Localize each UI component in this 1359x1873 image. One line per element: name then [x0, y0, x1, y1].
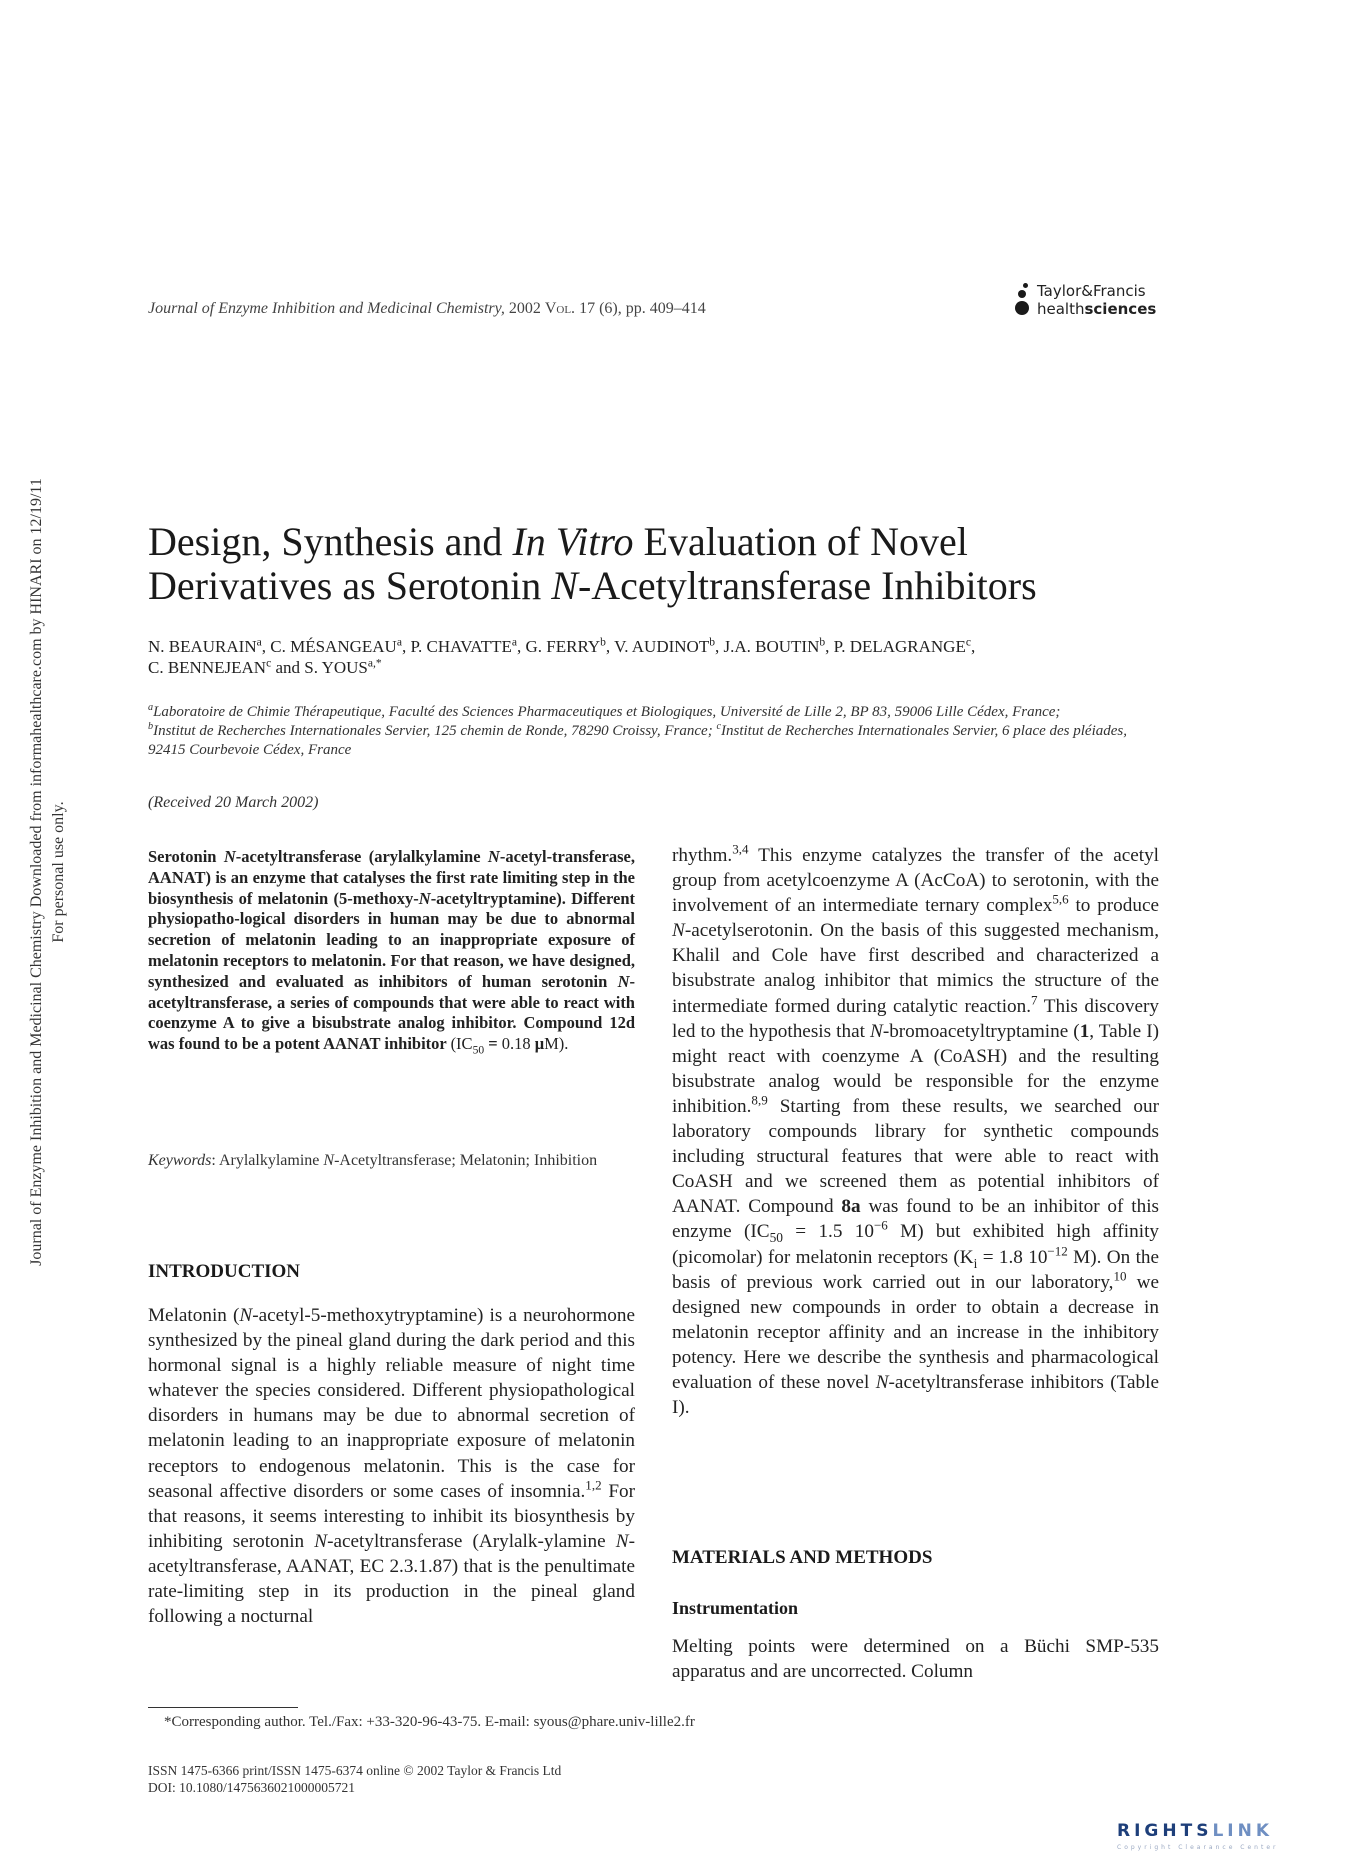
abstract-italic: N: [223, 847, 236, 866]
title-text: Evaluation of Novel: [633, 519, 968, 564]
journal-year: 2002: [508, 300, 541, 317]
rightslink-logo[interactable]: [1117, 1821, 1277, 1861]
logo-health: health: [1037, 300, 1085, 318]
author-separator: ,: [401, 637, 411, 656]
author-affil-mark: c: [266, 656, 272, 670]
affil-mark: c: [716, 721, 721, 732]
title-line2: [148, 564, 1168, 608]
body-text: we designed new compounds in order to obtain a decrease in melatonin receptor affinity and an increase in the inhibitory potency. Here we describe the synthesis and pharmacological evaluation of these novel: [672, 1271, 1160, 1393]
intro-heading: INTRODUCTION: [148, 1261, 301, 1282]
intro-text: -acetyltransferase, AANAT, EC 2.3.1.87) that is the penultimate rate-limiting step in its production in the pineal gland following a nocturnal: [148, 1530, 635, 1628]
abstract-italic: N: [418, 888, 431, 908]
intro-text: -acetyl-5-methoxytryptamine) is a neurohormone synthesized by the pineal gland during the dark period and this hormonal signal is a highly reliable measure of night time whatever the species considered. Different physiopathological disorders in humans may be due to abnormal secretion of melatonin leading to an inappropriate exposure of melatonin receptors to endogenous melatonin. This is the case for seasonal affective disorders or some cases of insomnia.: [148, 1305, 635, 1502]
logo-text-line2: [1037, 300, 1156, 318]
journal-vol-pages: 17 (6), pp. 409–414: [579, 300, 706, 317]
author-name: J.A. BOUTIN: [723, 637, 820, 656]
affiliations: [148, 703, 1168, 760]
abstract-text: -acetyl-transferase, AANAT) is an enzyme that catalyses the first rate limiting step in the biosynthesis of melatonin (5-methoxy-: [148, 847, 635, 908]
title-text: -Acetyltransferase Inhibitors: [577, 563, 1037, 608]
compound-number: 8a: [841, 1196, 861, 1218]
body-text: , Table I) might react with coenzyme A (CoASH) and the resulting bisubstrate analog would be responsible for the enzyme inhibition.: [672, 1020, 1159, 1117]
author-affil-mark: a: [256, 635, 262, 649]
rightslink-rights: RIGHTS: [1117, 1821, 1213, 1841]
methods-heading: MATERIALS AND METHODS: [672, 1547, 933, 1568]
body-text: M). On the basis of previous work carried out in our laboratory,: [672, 1246, 1160, 1293]
body-text: -acetyltransferase inhibitors (Table I).: [672, 1371, 1160, 1419]
affil-mark: b: [148, 721, 154, 732]
abstract: [148, 847, 635, 1055]
abstract-text: Serotonin: [148, 847, 224, 866]
instrumentation-subheading: Instrumentation: [672, 1598, 799, 1618]
ref: 7: [1031, 992, 1038, 1008]
body-text: rhythm.: [672, 845, 733, 866]
logo-text-line1: Taylor&Francis: [1037, 282, 1146, 300]
rightslink-link: LINK: [1212, 1821, 1273, 1841]
publisher-logo: [1015, 281, 1165, 321]
body-text: = 1.5 10: [783, 1221, 874, 1243]
ref: 8,9: [751, 1092, 768, 1108]
author-affil-mark: b: [600, 635, 606, 649]
body-text: -bromoacetyltryptamine (: [882, 1020, 1080, 1042]
keywords: [148, 1151, 635, 1171]
author-affil-mark: b: [709, 635, 715, 649]
keywords-italic: N: [323, 1152, 335, 1169]
rightslink-tagline: Copyright Clearance Center: [1117, 1844, 1279, 1851]
abstract-text: -acetyltransferase, a series of compounds that were able to react with coenzyme A to give a bisubstrate analog inhibitor. Compound 12d was found to be a potent AANAT inhibitor: [148, 971, 635, 1054]
abstract-equals: =: [484, 1034, 502, 1054]
body-text: was found to be an inhibitor of this enzyme (IC: [672, 1196, 1159, 1243]
right-column-paragraph: [672, 843, 1159, 1420]
body-text: to produce: [1068, 895, 1159, 917]
author-separator: and: [271, 658, 305, 677]
title-line1: [148, 520, 1168, 564]
abstract-text: -acetyltransferase (arylalkylamine: [235, 847, 488, 866]
intro-ref: 1,2: [585, 1477, 602, 1493]
author-name: C. BENNEJEAN: [148, 658, 267, 677]
author-affil-mark: a: [511, 635, 517, 649]
compound-number: 1: [1079, 1020, 1090, 1042]
author-separator: ,: [714, 637, 724, 656]
journal-vol-label: Vol.: [544, 300, 576, 317]
journal-name: Journal of Enzyme Inhibition and Medicinal Chemistry,: [148, 300, 505, 317]
ref: 10: [1113, 1268, 1127, 1284]
intro-text: -acetyltransferase (Arylalk-ylamine: [327, 1530, 616, 1552]
issn-line: ISSN 1475-6366 print/ISSN 1475-6374 online © 2002 Taylor & Francis Ltd: [148, 1763, 562, 1778]
title-italic: In Vitro: [512, 519, 634, 564]
author-affil-mark: c: [965, 635, 971, 649]
author-separator: ,: [605, 637, 615, 656]
footnote-divider: [148, 1707, 298, 1708]
author-name: C. MÉSANGEAU: [270, 637, 397, 656]
abstract-italic: N: [487, 847, 500, 866]
author-separator: ,: [261, 637, 271, 656]
title-italic: N: [551, 563, 578, 608]
author-name: P. DELAGRANGE: [833, 637, 966, 656]
intro-paragraph: [148, 1303, 635, 1629]
intro-italic: N: [239, 1305, 253, 1326]
body-text: M) but exhibited high affinity (picomolar) for melatonin receptors (K: [672, 1221, 1159, 1268]
issn-block: [148, 1762, 561, 1796]
methods-paragraph: Melting points were determined on a Büchi SMP-535 apparatus and are uncorrected. Column: [672, 1636, 1159, 1683]
affil-c: Institut de Recherches Internationales Servier, 6 place des pléiades, 92415 Courbevoie Cédex, France: [148, 723, 1127, 758]
abstract-mu: μ: [534, 1034, 545, 1054]
author-affil-mark: a,*: [367, 656, 382, 670]
body-text: This discovery led to the hypothesis that: [672, 995, 1159, 1042]
abstract-ic50-value: 0.18: [501, 1034, 535, 1054]
logo-sciences: sciences: [1084, 300, 1157, 318]
keywords-text: : Arylalkylamine: [211, 1152, 324, 1169]
ref: 3,4: [732, 841, 749, 857]
abstract-italic: N: [617, 971, 630, 991]
author-name: V. AUDINOT: [614, 637, 710, 656]
journal-citation: [148, 300, 706, 318]
abstract-ic50: (IC: [450, 1034, 473, 1054]
exponent: −12: [1047, 1243, 1068, 1259]
body-text: This enzyme catalyzes the transfer of the acetyl group from acetylcoenzyme A (AcCoA) to serotonin, with the involvement of an intermediate ternary complex: [672, 845, 1159, 917]
affil-a: Laboratoire de Chimie Thérapeutique, Faculté des Sciences Pharmaceutiques et Biologiques, Université de Lille 2, BP 83, 59006 Lille Cédex, France;: [153, 704, 1061, 720]
title-text: Design, Synthesis and: [148, 519, 513, 564]
paper-title: [148, 520, 1168, 608]
abstract-text: -acetyltryptamine). Different physiopatho-logical disorders in human may be due to abnormal secretion of melatonin leading to an inappropriate exposure of melatonin receptors to melatonin. For that reason, we have designed, synthesized and evaluated as inhibitors of human serotonin: [148, 888, 635, 991]
author-affil-mark: a: [396, 635, 402, 649]
body-italic: N: [875, 1371, 889, 1393]
ref: 5,6: [1052, 891, 1069, 907]
logo-dots-icon: [1015, 283, 1033, 321]
body-text: = 1.8 10: [977, 1246, 1048, 1268]
corresponding-author-footnote: *Corresponding author. Tel./Fax: +33-320-96-43-75. E-mail: syous@phare.univ-lille2.fr: [164, 1714, 695, 1730]
download-notice: [26, 372, 72, 1372]
body-italic: N: [870, 1020, 883, 1042]
author-separator: ,: [517, 637, 526, 656]
author-list: [148, 636, 1168, 678]
abstract-ic50-sub: 50: [472, 1044, 485, 1057]
author-name: P. CHAVATTE: [410, 637, 512, 656]
keywords-text: -Acetyltransferase; Melatonin; Inhibition: [334, 1152, 598, 1169]
received-date: (Received 20 March 2002): [148, 794, 319, 811]
abstract-unit: M).: [544, 1034, 569, 1054]
exponent: −6: [873, 1218, 888, 1234]
intro-italic: N: [615, 1530, 629, 1552]
download-notice-line2: For personal use only.: [50, 801, 67, 943]
affil-mark: a: [148, 702, 154, 713]
body-text: -acetylserotonin. On the basis of this suggested mechanism, Khalil and Cole have first described and characterized a bisubstrate analog inhibitor that mimics the structure of the intermediate formed during catalytic reaction.: [672, 920, 1159, 1017]
author-name: N. BEAURAIN: [148, 637, 257, 656]
doi-line: DOI: 10.1080/1475636021000005721: [148, 1780, 355, 1795]
subscript: 50: [769, 1230, 783, 1246]
rightslink-wordmark: [1117, 1821, 1273, 1841]
intro-text: For that reasons, it seems interesting to inhibit its biosynthesis by inhibiting serotonin: [148, 1480, 635, 1552]
keywords-label: Keywords: [148, 1152, 212, 1169]
download-notice-line1: Journal of Enzyme Inhibition and Medicinal Chemistry Downloaded from informahealthcare.com by HINARI on 12/19/11: [28, 478, 45, 1266]
intro-italic: N: [314, 1530, 328, 1552]
affil-b: Institut de Recherches Internationales Servier, 125 chemin de Ronde, 78290 Croissy, France;: [153, 723, 713, 739]
author-separator: ,: [825, 637, 834, 656]
author-separator: ,: [971, 637, 976, 656]
author-affil-mark: b: [819, 635, 826, 649]
author-name: S. YOUS: [304, 658, 368, 677]
title-text: Derivatives as Serotonin: [148, 563, 552, 608]
body-text: Starting from these results, we searched our laboratory compounds library for synthetic compounds including structural features that were able to react with CoASH and we screened them as potential inhibitors of AANAT. Compound: [672, 1095, 1159, 1218]
intro-text: Melatonin (: [148, 1305, 240, 1326]
author-name: G. FERRY: [525, 637, 601, 656]
subscript: i: [973, 1255, 978, 1271]
body-italic: N: [672, 920, 685, 942]
